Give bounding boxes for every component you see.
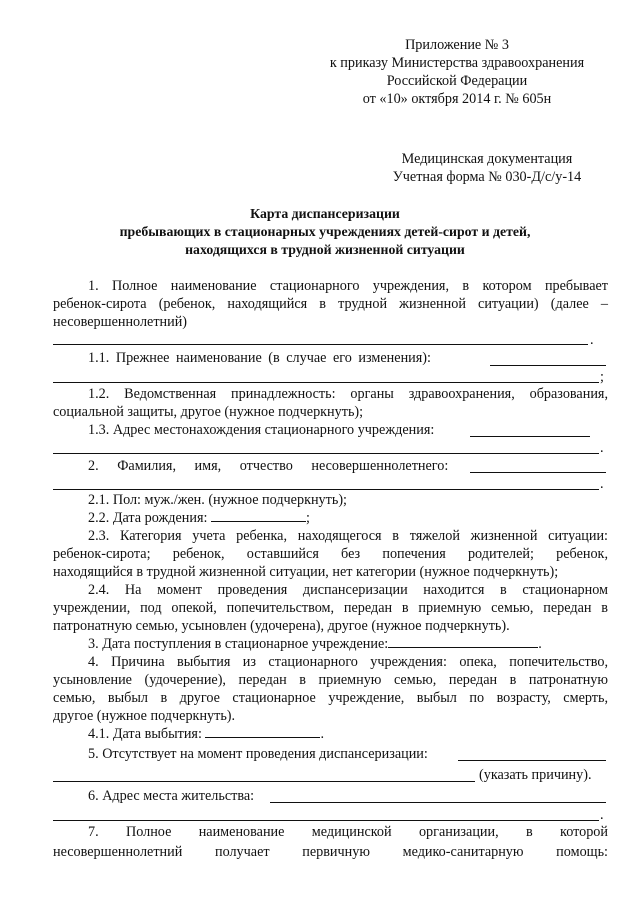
order-date: от «10» октября 2014 г. № 605н [362,91,552,107]
section-7-line-1: 7. Полное наименование медицинской организации, в которой [88,824,608,840]
section-2-2-birthdate: 2.2. Дата рождения: ; [88,510,310,526]
medical-documentation-label: Медицинская документация [401,151,573,167]
birthdate-label: 2.2. Дата рождения: [88,510,208,526]
section-1-2-line-2: социальной защиты, другое (нужное подчеркнуть); [53,404,364,420]
full-name-field[interactable] [470,472,606,473]
birthdate-field[interactable] [211,509,306,522]
institution-address-field[interactable] [470,436,590,437]
section-7-line-2: несовершеннолетний получает первичную медико-санитарную помощь: [53,844,608,860]
form-number: Учетная форма № 030-Д/с/у-14 [392,169,582,185]
section-4-line-1: 4. Причина выбытия из стационарного учреждения: опека, попечительство, [88,654,608,670]
section-2-4-line-2: учреждении, под опекой, попечительством, передан в приемную семью, передан в [53,600,608,616]
title-line-3: находящихся в трудной жизненной ситуации [185,242,465,257]
section-1-line-1: 1. Полное наименование стационарного учреждения, в котором пребывает [88,278,608,294]
section-4-line-4: другое (нужное подчеркнуть). [53,708,236,724]
section-5-absent-label: 5. Отсутствует на момент проведения диспансеризации: [88,746,428,762]
section-1-2-line-1: 1.2. Ведомственная принадлежность: органы здравоохранения, образования, [88,386,608,402]
section-1-1-label: 1.1. Прежнее наименование (в случае его изменения): [88,350,431,366]
section-2-3-line-2: ребенок-сирота; ребенок, оставшийся без попечения родителей; ребенок, [53,546,608,562]
appendix-number: Приложение № 3 [405,37,509,53]
order-ministry: к приказу Министерства здравоохранения [329,55,585,71]
absence-reason-field-2[interactable] [53,781,475,782]
section-1-line-2: ребенок-сирота (ребенок, находящийся в трудной жизненной ситуации) (далее – [53,296,608,312]
absence-reason-field[interactable] [458,760,606,761]
section-6-address-label: 6. Адрес места жительства: [88,788,255,804]
title-line-2: пребывающих в стационарных учреждениях детей-сирот и детей, [119,224,531,239]
absence-reason-hint: (указать причину). [479,767,592,783]
order-federation: Российской Федерации [386,73,528,89]
section-2-4-line-1: 2.4. На момент проведения диспансеризации находится в стационарном [88,582,608,598]
section-1-line-3: несовершеннолетний) [53,314,188,330]
field-end-dot-3: . [600,476,604,492]
admission-date-label: 3. Дата поступления в стационарное учреждение: [88,636,389,652]
appendix-header [312,36,602,108]
page-title [60,205,590,259]
institution-name-field[interactable] [53,344,588,345]
discharge-date-field[interactable] [205,725,320,738]
section-4-line-2: усыновление (удочерение), передан в приемную семью, передан в патронатную [53,672,608,688]
admission-date-field[interactable] [388,635,538,648]
section-1-3-label: 1.3. Адрес местонахождения стационарного учреждения: [88,422,435,438]
doc-type-block [372,150,602,186]
section-2-label: 2. Фамилия, имя, отчество несовершеннолетнего: [88,458,449,474]
section-4-1-discharge-date: 4.1. Дата выбытия: . [88,726,324,742]
field-end-dot: . [590,332,594,348]
institution-address-field-2[interactable] [53,453,599,454]
field-end-dot-2: . [600,440,604,456]
field-end-semicolon: ; [600,369,604,385]
previous-name-field[interactable] [490,365,606,366]
section-3-admission-date: 3. Дата поступления в стационарное учреждение: . [88,636,542,652]
field-end-dot-4: . [600,807,604,823]
residence-address-field-2[interactable] [53,820,599,821]
full-name-field-2[interactable] [53,489,599,490]
discharge-date-label: 4.1. Дата выбытия: [88,726,202,742]
section-2-4-line-3: патронатную семью, усыновлен (удочерена), другое (нужное подчеркнуть). [53,618,510,634]
section-2-3-line-1: 2.3. Категория учета ребенка, находящегося в тяжелой жизненной ситуации: [88,528,608,544]
section-4-line-3: семью, выбыл в другое стационарное учреждение, выбыл по возрасту, смерть, [53,690,608,706]
section-2-3-line-3: находящийся в трудной жизненной ситуации, нет категории (нужное подчеркнуть); [53,564,559,580]
previous-name-field-2[interactable] [53,382,599,383]
section-2-1-sex: 2.1. Пол: муж./жен. (нужное подчеркнуть); [88,492,347,508]
residence-address-field[interactable] [270,802,606,803]
title-line-1: Карта диспансеризации [250,206,400,221]
